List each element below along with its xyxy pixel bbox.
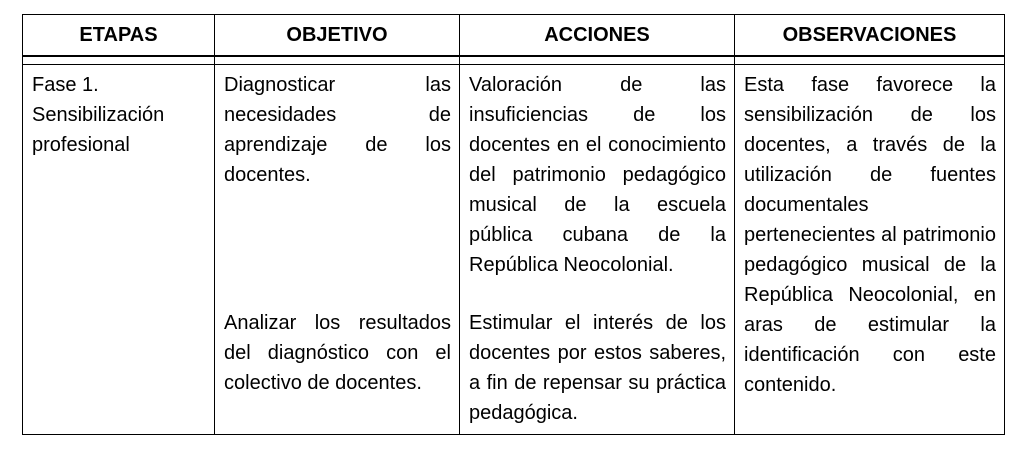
accion-2: Estimular el interés de los docentes por estos saberes, a fin de repensar su práctica pedagógica. [469,312,726,424]
etapa-line-3: profesional [32,134,130,156]
observacion-text: Esta fase favorece la sensibilización de los docentes, a través de la utilización de fuentes documentales pertenecientes al patrimonio pedagógico musical de la República Neocolonial, en aras de estimular la identificación con este contenido. [744,74,996,396]
etapa-line-2: Sensibilización [32,104,165,126]
header-objetivo: OBJETIVO [215,15,460,57]
acciones-cell [460,65,735,435]
objetivo-cell [215,65,460,435]
table-row [23,65,1005,435]
header-observaciones: OBSERVACIONES [735,15,1005,57]
header-acciones: ACCIONES [460,15,735,57]
header-etapas: ETAPAS [23,15,215,57]
accion-1: Valoración de las insuficiencias de los docentes en el conocimiento del patrimonio pedagógico musical de la escuela pública cubana de la República Neocolonial. [469,74,726,276]
etapa-line-1: Fase 1. [32,74,99,96]
stages-table [22,14,1005,435]
spacer-row [23,56,1005,65]
etapa-cell [23,65,215,435]
observaciones-cell [735,65,1005,435]
objetivo-1: Diagnosticar las necesidades de aprendizaje de los docentes. [224,74,451,186]
objetivo-2: Analizar los resultados del diagnóstico con el colectivo de docentes. [224,312,451,394]
header-row [23,15,1005,57]
